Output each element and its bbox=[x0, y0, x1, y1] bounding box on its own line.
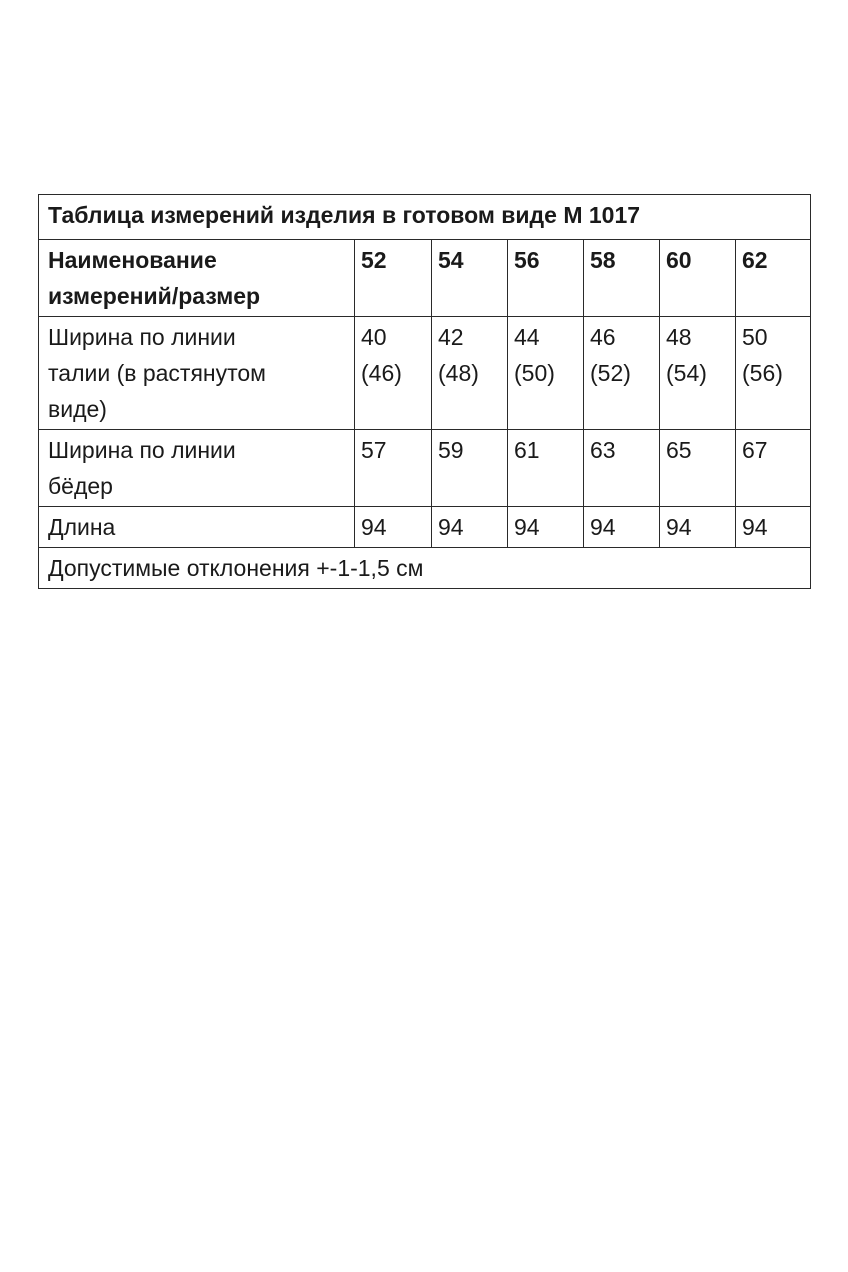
table-row bbox=[39, 317, 811, 430]
table-cell bbox=[660, 317, 736, 430]
table-cell: 94 bbox=[355, 507, 432, 548]
table-cell: 63 bbox=[584, 430, 660, 507]
header-label-line: Наименование bbox=[48, 247, 217, 273]
row-label bbox=[39, 430, 355, 507]
row-label-line: виде) bbox=[48, 396, 107, 422]
table-cell bbox=[736, 317, 811, 430]
table-header-row bbox=[39, 240, 811, 317]
table-cell bbox=[355, 317, 432, 430]
table-title: Таблица измерений изделия в готовом виде М 1017 bbox=[39, 195, 811, 240]
cell-value: 46 bbox=[590, 324, 616, 350]
size-header: 58 bbox=[584, 240, 660, 317]
table-row bbox=[39, 507, 811, 548]
header-label-line: измерений/размер bbox=[48, 283, 261, 309]
cell-value: 40 bbox=[361, 324, 387, 350]
size-header: 56 bbox=[508, 240, 584, 317]
cell-stretched-value: (48) bbox=[438, 360, 479, 386]
table-title-row bbox=[39, 195, 811, 240]
table-cell: 67 bbox=[736, 430, 811, 507]
tolerance-note: Допустимые отклонения +-1-1,5 см bbox=[39, 548, 811, 589]
cell-value: 50 bbox=[742, 324, 768, 350]
table-cell bbox=[432, 317, 508, 430]
measurement-table bbox=[38, 194, 811, 589]
row-label-line: бёдер bbox=[48, 473, 113, 499]
table-cell bbox=[584, 317, 660, 430]
table-cell bbox=[508, 317, 584, 430]
table-cell: 94 bbox=[584, 507, 660, 548]
cell-stretched-value: (54) bbox=[666, 360, 707, 386]
size-header: 60 bbox=[660, 240, 736, 317]
row-label-line: талии (в растянутом bbox=[48, 360, 266, 386]
row-label-line: Ширина по линии bbox=[48, 324, 236, 350]
cell-value: 44 bbox=[514, 324, 540, 350]
table-cell: 94 bbox=[736, 507, 811, 548]
row-label-line: Ширина по линии bbox=[48, 437, 236, 463]
table-cell: 94 bbox=[508, 507, 584, 548]
cell-stretched-value: (46) bbox=[361, 360, 402, 386]
cell-stretched-value: (50) bbox=[514, 360, 555, 386]
table-cell: 65 bbox=[660, 430, 736, 507]
cell-value: 42 bbox=[438, 324, 464, 350]
row-label bbox=[39, 317, 355, 430]
row-label: Длина bbox=[39, 507, 355, 548]
size-header: 54 bbox=[432, 240, 508, 317]
cell-stretched-value: (52) bbox=[590, 360, 631, 386]
size-header: 62 bbox=[736, 240, 811, 317]
table-cell: 59 bbox=[432, 430, 508, 507]
table-cell: 94 bbox=[432, 507, 508, 548]
table-cell: 94 bbox=[660, 507, 736, 548]
cell-stretched-value: (56) bbox=[742, 360, 783, 386]
header-label bbox=[39, 240, 355, 317]
table-row bbox=[39, 430, 811, 507]
table-cell: 61 bbox=[508, 430, 584, 507]
cell-value: 48 bbox=[666, 324, 692, 350]
table-cell: 57 bbox=[355, 430, 432, 507]
size-header: 52 bbox=[355, 240, 432, 317]
table-note-row bbox=[39, 548, 811, 589]
